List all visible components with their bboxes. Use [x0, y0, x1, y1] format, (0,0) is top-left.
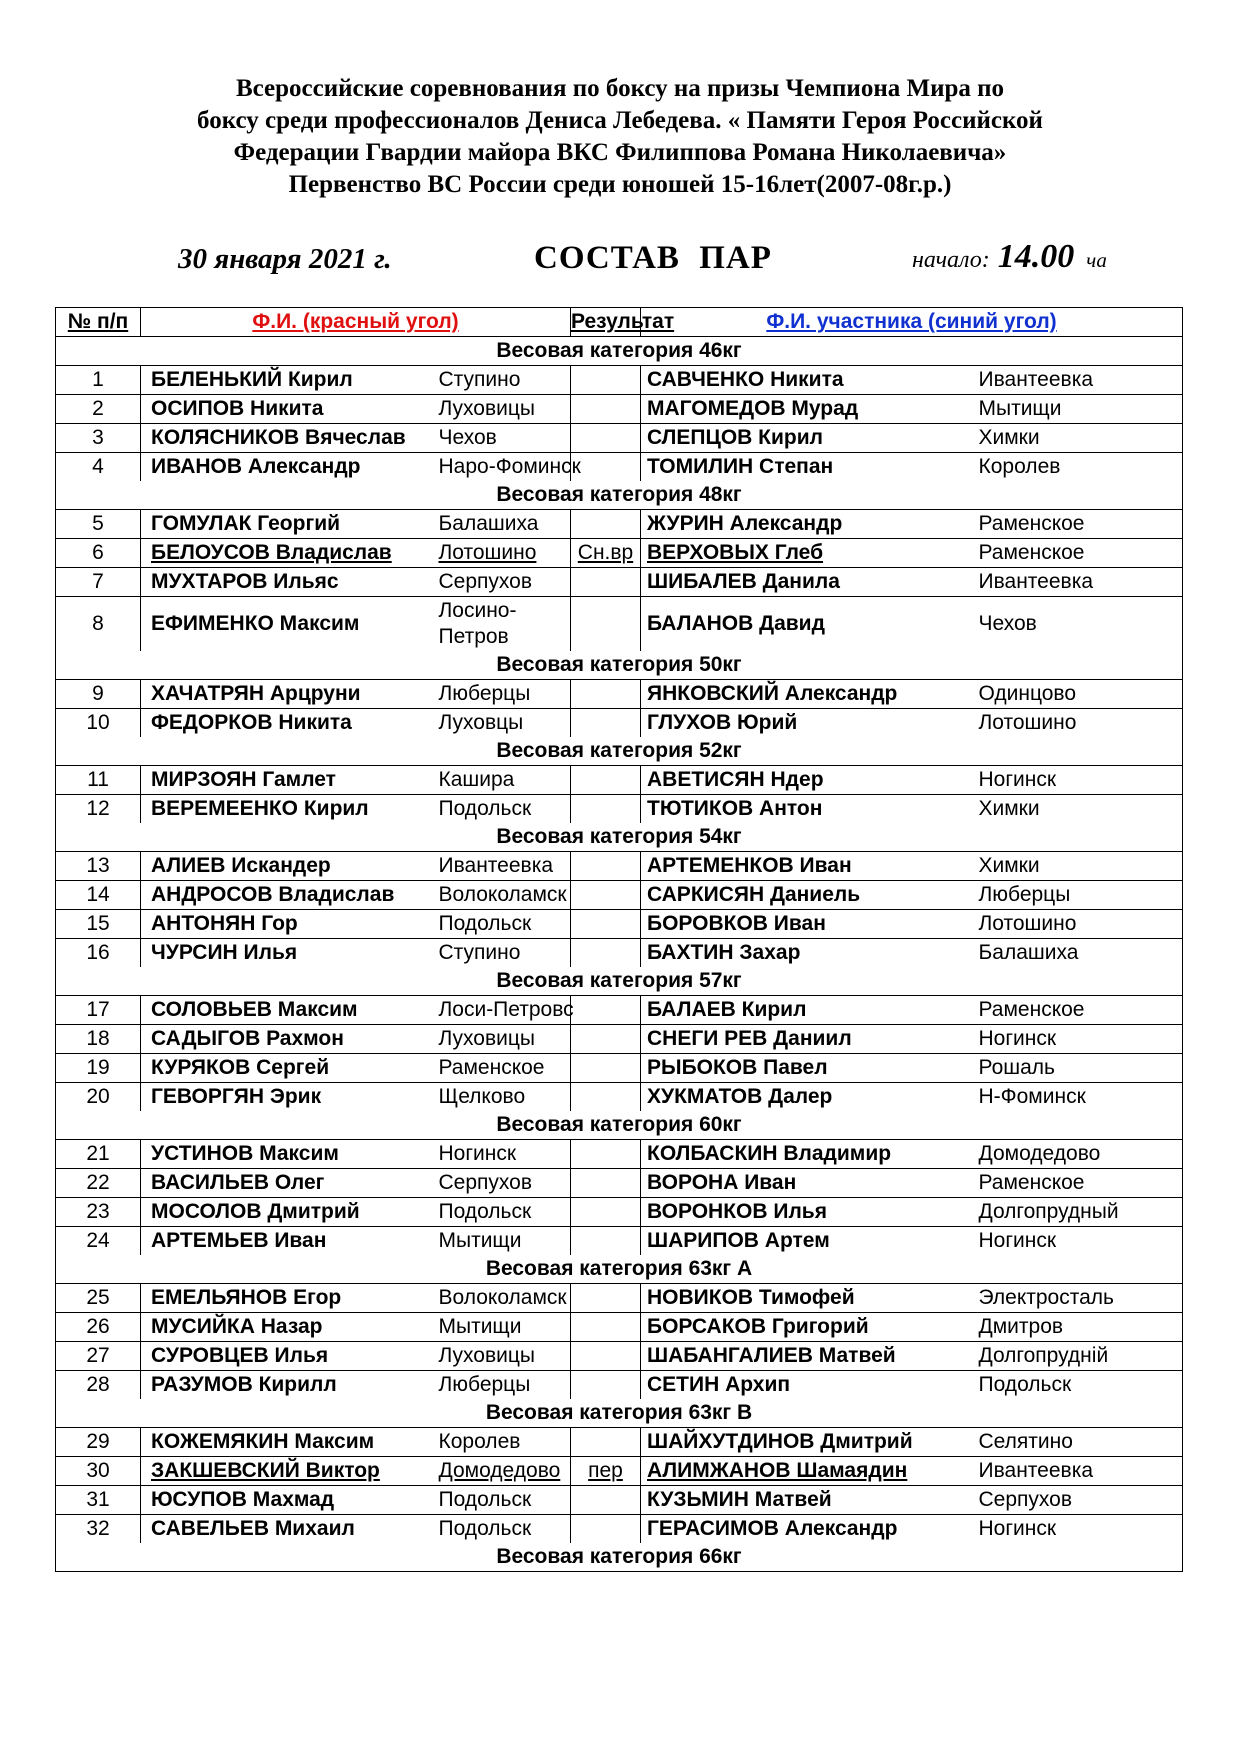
- blue-corner-name: САВЧЕНКО Никита: [641, 366, 971, 395]
- blue-corner-city: Ногинск: [971, 1025, 1183, 1054]
- weight-category-label: Весовая категория 54кг: [56, 823, 1183, 852]
- col-header-result: Результат: [571, 308, 641, 337]
- event-date: 30 января 2021 г.: [178, 243, 392, 275]
- table-row: [56, 996, 1183, 1025]
- bout-result: [571, 568, 641, 597]
- table-row: [56, 1515, 1183, 1544]
- bout-result: пер: [571, 1457, 641, 1486]
- bout-result: [571, 709, 641, 738]
- blue-corner-city: Ногинск: [971, 766, 1183, 795]
- weight-category-row: [56, 481, 1183, 510]
- red-corner-name: КОЛЯСНИКОВ Вячеслав: [141, 424, 431, 453]
- red-corner-city: Подольск: [431, 795, 571, 824]
- weight-category-label: Весовая категория 63кг А: [56, 1255, 1183, 1284]
- red-corner-city: Луховицы: [431, 395, 571, 424]
- table-row: [56, 766, 1183, 795]
- table-row: [56, 1140, 1183, 1169]
- red-corner-city: Мытищи: [431, 1313, 571, 1342]
- table-row: [56, 366, 1183, 395]
- blue-corner-name: ГЕРАСИМОВ Александр: [641, 1515, 971, 1544]
- table-row: [56, 453, 1183, 482]
- blue-corner-city: Долгопрудный: [971, 1198, 1183, 1227]
- blue-corner-city: Лотошино: [971, 910, 1183, 939]
- bout-result: [571, 366, 641, 395]
- blue-corner-city: Лотошино: [971, 709, 1183, 738]
- red-corner-city: Люберцы: [431, 680, 571, 709]
- red-corner-city: Подольск: [431, 1515, 571, 1544]
- bout-result: [571, 1227, 641, 1256]
- blue-corner-name: БОРСАКОВ Григорий: [641, 1313, 971, 1342]
- title-line-1: Всероссийские соревнования по боксу на призы Чемпиона Мира по: [235, 75, 1005, 102]
- blue-corner-name: ЯНКОВСКИЙ Александр: [641, 680, 971, 709]
- red-corner-name: ЧУРСИН Илья: [141, 939, 431, 968]
- table-row: [56, 1054, 1183, 1083]
- blue-corner-name: ВОРОНКОВ Илья: [641, 1198, 971, 1227]
- blue-corner-city: Ивантеевка: [971, 1457, 1183, 1486]
- bout-result: [571, 1025, 641, 1054]
- start-time: 14.00: [997, 238, 1075, 275]
- blue-corner-city: Раменское: [971, 510, 1183, 539]
- bout-result: [571, 1198, 641, 1227]
- table-row: [56, 597, 1183, 652]
- table-row: [56, 1371, 1183, 1400]
- blue-corner-name: РЫБОКОВ Павел: [641, 1054, 971, 1083]
- blue-corner-city: Чехов: [971, 597, 1183, 652]
- pair-number: 17: [56, 996, 141, 1025]
- red-corner-city: Подольск: [431, 910, 571, 939]
- red-corner-city: Волоколамск: [431, 881, 571, 910]
- document-title: [100, 73, 1140, 201]
- bout-result: [571, 1083, 641, 1112]
- red-corner-name: САДЫГОВ Рахмон: [141, 1025, 431, 1054]
- red-corner-city: Ступино: [431, 366, 571, 395]
- pair-number: 31: [56, 1486, 141, 1515]
- start-unit: ча: [1086, 248, 1107, 272]
- red-corner-city: Лосино-Петров: [431, 597, 571, 652]
- bout-result: [571, 1515, 641, 1544]
- blue-corner-name: САРКИСЯН Даниель: [641, 881, 971, 910]
- weight-category-label: Весовая категория 50кг: [56, 651, 1183, 680]
- red-corner-city: Луховицы: [431, 1342, 571, 1371]
- blue-corner-name: АЛИМЖАНОВ Шамаядин: [641, 1457, 971, 1486]
- pair-number: 32: [56, 1515, 141, 1544]
- pair-number: 13: [56, 852, 141, 881]
- table-row: [56, 568, 1183, 597]
- red-corner-city: Подольск: [431, 1198, 571, 1227]
- red-corner-name: ЕМЕЛЬЯНОВ Егор: [141, 1284, 431, 1313]
- table-row: [56, 939, 1183, 968]
- red-corner-city: Чехов: [431, 424, 571, 453]
- red-corner-city: Наро-Фоминск: [431, 453, 571, 482]
- bout-result: [571, 680, 641, 709]
- bout-result: [571, 510, 641, 539]
- blue-corner-name: СЕТИН Архип: [641, 1371, 971, 1400]
- red-corner-name: ВЕРЕМЕЕНКО Кирил: [141, 795, 431, 824]
- weight-category-row: [56, 1111, 1183, 1140]
- red-corner-city: Лоси-Петровс: [431, 996, 571, 1025]
- table-row: [56, 1169, 1183, 1198]
- bout-result: [571, 1428, 641, 1457]
- bout-result: [571, 453, 641, 482]
- pair-number: 14: [56, 881, 141, 910]
- blue-corner-name: КУЗЬМИН Матвей: [641, 1486, 971, 1515]
- red-corner-name: СОЛОВЬЕВ Максим: [141, 996, 431, 1025]
- bout-result: Сн.вр: [571, 539, 641, 568]
- bout-result: [571, 1313, 641, 1342]
- blue-corner-city: Домодедово: [971, 1140, 1183, 1169]
- blue-corner-city: Дмитров: [971, 1313, 1183, 1342]
- blue-corner-name: МАГОМЕДОВ Мурад: [641, 395, 971, 424]
- red-corner-city: Волоколамск: [431, 1284, 571, 1313]
- table-row: [56, 539, 1183, 568]
- pairs-table: [55, 307, 1183, 1600]
- col-header-red-corner: Ф.И. (красный угол): [141, 308, 571, 337]
- title-line-4: Первенство ВС России среди юношей 15-16лет(2007-08г.р.): [288, 171, 952, 198]
- table-row: [56, 1313, 1183, 1342]
- blue-corner-city: Королев: [971, 453, 1183, 482]
- blue-corner-city: Химки: [971, 852, 1183, 881]
- red-corner-name: КУРЯКОВ Сергей: [141, 1054, 431, 1083]
- pair-number: 5: [56, 510, 141, 539]
- col-header-blue-corner: Ф.И. участника (синий угол): [641, 308, 1183, 337]
- blue-corner-city: Мытищи: [971, 395, 1183, 424]
- bout-result: [571, 395, 641, 424]
- pair-number: 8: [56, 597, 141, 652]
- pair-number: 3: [56, 424, 141, 453]
- weight-category-label: Весовая категория 46кг: [56, 337, 1183, 366]
- blue-corner-name: НОВИКОВ Тимофей: [641, 1284, 971, 1313]
- blue-corner-city: Ногинск: [971, 1515, 1183, 1544]
- table-bottom-border: [56, 1572, 1183, 1601]
- red-corner-name: ОСИПОВ Никита: [141, 395, 431, 424]
- bout-result: [571, 1140, 641, 1169]
- table-row: [56, 852, 1183, 881]
- pair-number: 15: [56, 910, 141, 939]
- red-corner-name: АЛИЕВ Искандер: [141, 852, 431, 881]
- blue-corner-name: ШАЙХУТДИНОВ Дмитрий: [641, 1428, 971, 1457]
- blue-corner-city: Ивантеевка: [971, 366, 1183, 395]
- title-line-2: боксу среди профессионалов Дениса Лебедева. « Памяти Героя Российской: [197, 107, 1043, 134]
- red-corner-name: САВЕЛЬЕВ Михаил: [141, 1515, 431, 1544]
- pair-number: 21: [56, 1140, 141, 1169]
- pair-number: 18: [56, 1025, 141, 1054]
- blue-corner-name: ЖУРИН Александр: [641, 510, 971, 539]
- table-row: [56, 395, 1183, 424]
- table-row: [56, 910, 1183, 939]
- start-time-block: [912, 238, 1107, 276]
- blue-corner-city: Балашиха: [971, 939, 1183, 968]
- red-corner-city: Балашиха: [431, 510, 571, 539]
- blue-corner-name: ТЮТИКОВ Антон: [641, 795, 971, 824]
- weight-category-row: [56, 337, 1183, 366]
- table-row: [56, 1486, 1183, 1515]
- blue-corner-city: Раменское: [971, 1169, 1183, 1198]
- pair-number: 29: [56, 1428, 141, 1457]
- blue-corner-name: БАХТИН Захар: [641, 939, 971, 968]
- bout-result: [571, 1054, 641, 1083]
- weight-category-label: Весовая категория 57кг: [56, 967, 1183, 996]
- table-row: [56, 1428, 1183, 1457]
- red-corner-city: Ивантеевка: [431, 852, 571, 881]
- red-corner-name: МОСОЛОВ Дмитрий: [141, 1198, 431, 1227]
- blue-corner-name: ВОРОНА Иван: [641, 1169, 971, 1198]
- red-corner-name: ЕФИМЕНКО Максим: [141, 597, 431, 652]
- red-corner-name: БЕЛОУСОВ Владислав: [141, 539, 431, 568]
- blue-corner-city: Рошаль: [971, 1054, 1183, 1083]
- weight-category-row: [56, 737, 1183, 766]
- title-line-3: Федерации Гвардии майора ВКС Филиппова Романа Николаевича»: [233, 139, 1007, 166]
- red-corner-name: БЕЛЕНЬКИЙ Кирил: [141, 366, 431, 395]
- weight-category-label: Весовая категория 60кг: [56, 1111, 1183, 1140]
- blue-corner-city: Люберцы: [971, 881, 1183, 910]
- blue-corner-city: Раменское: [971, 539, 1183, 568]
- weight-category-label: Весовая категория 63кг В: [56, 1399, 1183, 1428]
- pair-number: 19: [56, 1054, 141, 1083]
- bout-result: [571, 910, 641, 939]
- pair-number: 7: [56, 568, 141, 597]
- blue-corner-city: Электросталь: [971, 1284, 1183, 1313]
- blue-corner-name: ШАБАНГАЛИЕВ Матвей: [641, 1342, 971, 1371]
- table-row: [56, 881, 1183, 910]
- table-row: [56, 510, 1183, 539]
- red-corner-city: Раменское: [431, 1054, 571, 1083]
- bout-result: [571, 1342, 641, 1371]
- table-row: [56, 1284, 1183, 1313]
- pair-number: 22: [56, 1169, 141, 1198]
- table-row: [56, 1227, 1183, 1256]
- red-corner-city: Щелково: [431, 1083, 571, 1112]
- bout-result: [571, 424, 641, 453]
- pair-number: 16: [56, 939, 141, 968]
- red-corner-city: Мытищи: [431, 1227, 571, 1256]
- table-row: [56, 709, 1183, 738]
- blue-corner-name: ШИБАЛЕВ Данила: [641, 568, 971, 597]
- blue-corner-city: Ивантеевка: [971, 568, 1183, 597]
- bout-result: [571, 1486, 641, 1515]
- red-corner-city: Луховцы: [431, 709, 571, 738]
- red-corner-name: ЗАКШЕВСКИЙ Виктор: [141, 1457, 431, 1486]
- start-label: начало:: [912, 247, 990, 273]
- table-row: [56, 1342, 1183, 1371]
- red-corner-name: АРТЕМЬЕВ Иван: [141, 1227, 431, 1256]
- table-row: [56, 1025, 1183, 1054]
- red-corner-name: УСТИНОВ Максим: [141, 1140, 431, 1169]
- red-corner-name: ГОМУЛАК Георгий: [141, 510, 431, 539]
- table-bottom-edge: [56, 1572, 1183, 1601]
- blue-corner-name: АВЕТИСЯН Ндер: [641, 766, 971, 795]
- blue-corner-name: СНЕГИ РЕВ Даниил: [641, 1025, 971, 1054]
- pair-number: 9: [56, 680, 141, 709]
- weight-category-row: [56, 651, 1183, 680]
- pair-number: 6: [56, 539, 141, 568]
- red-corner-city: Ступино: [431, 939, 571, 968]
- blue-corner-city: Химки: [971, 424, 1183, 453]
- weight-category-row: [56, 1399, 1183, 1428]
- bout-result: [571, 597, 641, 652]
- red-corner-name: ХАЧАТРЯН Арцруни: [141, 680, 431, 709]
- red-corner-city: Луховицы: [431, 1025, 571, 1054]
- pair-number: 2: [56, 395, 141, 424]
- red-corner-city: Подольск: [431, 1486, 571, 1515]
- weight-category-row: [56, 1543, 1183, 1572]
- red-corner-name: КОЖЕМЯКИН Максим: [141, 1428, 431, 1457]
- pair-number: 25: [56, 1284, 141, 1313]
- blue-corner-name: ВЕРХОВЫХ Глеб: [641, 539, 971, 568]
- table-row: [56, 1457, 1183, 1486]
- pair-number: 4: [56, 453, 141, 482]
- blue-corner-city: Ногинск: [971, 1227, 1183, 1256]
- blue-corner-name: ШАРИПОВ Артем: [641, 1227, 971, 1256]
- weight-category-label: Весовая категория 66кг: [56, 1543, 1183, 1572]
- blue-corner-city: Н-Фоминск: [971, 1083, 1183, 1112]
- bout-result: [571, 881, 641, 910]
- table-row: [56, 424, 1183, 453]
- table-row: [56, 795, 1183, 824]
- red-corner-name: МУСИЙКА Назар: [141, 1313, 431, 1342]
- red-corner-name: РАЗУМОВ Кирилл: [141, 1371, 431, 1400]
- pair-number: 1: [56, 366, 141, 395]
- red-corner-city: Лотошино: [431, 539, 571, 568]
- red-corner-name: АНДРОСОВ Владислав: [141, 881, 431, 910]
- pair-number: 11: [56, 766, 141, 795]
- blue-corner-city: Селятино: [971, 1428, 1183, 1457]
- bout-result: [571, 939, 641, 968]
- red-corner-city: Люберцы: [431, 1371, 571, 1400]
- red-corner-city: Домодедово: [431, 1457, 571, 1486]
- red-corner-name: ИВАНОВ Александр: [141, 453, 431, 482]
- red-corner-city: Кашира: [431, 766, 571, 795]
- red-corner-name: ВАСИЛЬЕВ Олег: [141, 1169, 431, 1198]
- weight-category-label: Весовая категория 52кг: [56, 737, 1183, 766]
- bout-result: [571, 1169, 641, 1198]
- pair-number: 12: [56, 795, 141, 824]
- bout-result: [571, 795, 641, 824]
- red-corner-name: ФЕДОРКОВ Никита: [141, 709, 431, 738]
- blue-corner-city: Одинцово: [971, 680, 1183, 709]
- blue-corner-city: Химки: [971, 795, 1183, 824]
- blue-corner-city: Подольск: [971, 1371, 1183, 1400]
- blue-corner-city: Долгопрудній: [971, 1342, 1183, 1371]
- blue-corner-name: ГЛУХОВ Юрий: [641, 709, 971, 738]
- red-corner-name: ГЕВОРГЯН Эрик: [141, 1083, 431, 1112]
- table-row: [56, 680, 1183, 709]
- pair-number: 30: [56, 1457, 141, 1486]
- bout-result: [571, 852, 641, 881]
- pair-number: 27: [56, 1342, 141, 1371]
- blue-corner-name: БАЛАЕВ Кирил: [641, 996, 971, 1025]
- red-corner-city: Серпухов: [431, 568, 571, 597]
- pair-number: 28: [56, 1371, 141, 1400]
- bout-result: [571, 766, 641, 795]
- blue-corner-name: ХУКМАТОВ Далер: [641, 1083, 971, 1112]
- table-header-row: [56, 308, 1183, 337]
- pair-number: 23: [56, 1198, 141, 1227]
- blue-corner-name: АРТЕМЕНКОВ Иван: [641, 852, 971, 881]
- pair-number: 20: [56, 1083, 141, 1112]
- page-title: СОСТАВ ПАР: [534, 240, 772, 276]
- blue-corner-city: Серпухов: [971, 1486, 1183, 1515]
- blue-corner-city: Раменское: [971, 996, 1183, 1025]
- pair-number: 24: [56, 1227, 141, 1256]
- blue-corner-name: БОРОВКОВ Иван: [641, 910, 971, 939]
- pair-number: 10: [56, 709, 141, 738]
- red-corner-city: Ногинск: [431, 1140, 571, 1169]
- bout-result: [571, 996, 641, 1025]
- red-corner-name: МУХТАРОВ Ильяс: [141, 568, 431, 597]
- table-row: [56, 1083, 1183, 1112]
- weight-category-label: Весовая категория 48кг: [56, 481, 1183, 510]
- bout-result: [571, 1284, 641, 1313]
- weight-category-row: [56, 967, 1183, 996]
- red-corner-name: АНТОНЯН Гор: [141, 910, 431, 939]
- weight-category-row: [56, 823, 1183, 852]
- weight-category-row: [56, 1255, 1183, 1284]
- blue-corner-name: БАЛАНОВ Давид: [641, 597, 971, 652]
- col-header-number: № п/п: [56, 308, 141, 337]
- red-corner-city: Серпухов: [431, 1169, 571, 1198]
- blue-corner-name: ТОМИЛИН Степан: [641, 453, 971, 482]
- red-corner-name: МИРЗОЯН Гамлет: [141, 766, 431, 795]
- bout-result: [571, 1371, 641, 1400]
- red-corner-city: Королев: [431, 1428, 571, 1457]
- table-row: [56, 1198, 1183, 1227]
- blue-corner-name: СЛЕПЦОВ Кирил: [641, 424, 971, 453]
- pair-number: 26: [56, 1313, 141, 1342]
- blue-corner-name: КОЛБАСКИН Владимир: [641, 1140, 971, 1169]
- red-corner-name: ЮСУПОВ Махмад: [141, 1486, 431, 1515]
- red-corner-name: СУРОВЦЕВ Илья: [141, 1342, 431, 1371]
